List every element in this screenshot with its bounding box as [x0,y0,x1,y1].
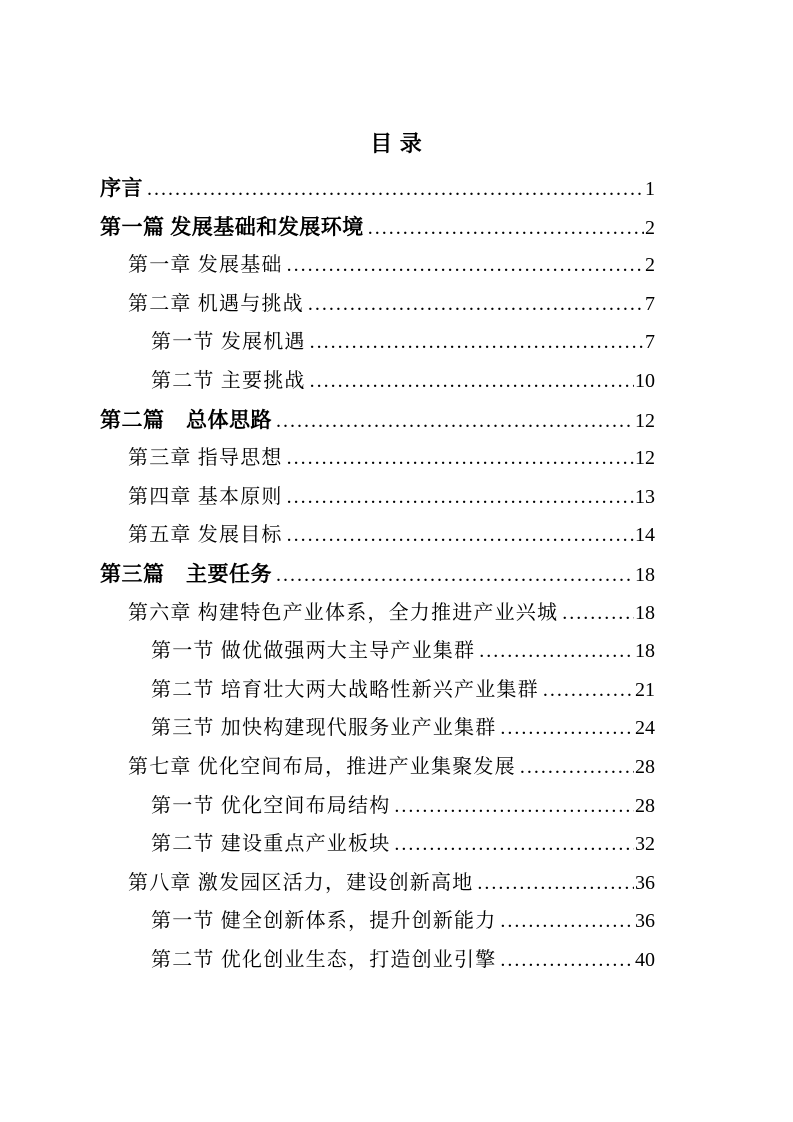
toc-entry-page-number: 21 [635,678,655,701]
toc-entry[interactable] [100,902,655,941]
toc-entry-page-number: 13 [635,485,655,508]
toc-entry-label: 第六章 构建特色产业体系，全力推进产业兴城 [128,601,559,624]
leader-dots [310,323,644,362]
toc-entry-page-number: 18 [635,601,655,624]
toc-entry-label: 第三节 加快构建现代服务业产业集群 [151,717,497,740]
toc-entry[interactable] [100,864,655,903]
leader-dots [543,671,634,710]
leader-dots [477,864,634,903]
toc-entry-label: 第七章 优化空间布局，推进产业集聚发展 [128,755,516,778]
leader-dots [394,825,634,864]
toc-entry-label: 第二节 建设重点产业板块 [151,833,391,856]
toc-entry-label: 第一章 发展基础 [128,254,283,277]
toc-entry-page-number: 32 [635,833,655,856]
toc-entry-label: 第二节 优化创业生态，打造创业引擎 [151,948,497,971]
toc-entry-page-number: 12 [635,447,655,470]
toc-entry-label: 第四章 基本原则 [128,485,283,508]
toc-entry[interactable] [100,709,655,748]
leader-dots [500,709,634,748]
leader-dots [287,439,634,478]
toc-entry[interactable] [100,169,655,208]
toc-entry-label: 第二节 主要挑战 [151,369,306,392]
toc-entry[interactable] [100,632,655,671]
leader-dots [287,516,634,555]
toc-entry-label: 第三篇 主要任务 [100,561,272,586]
toc-entry-page-number: 7 [645,292,655,315]
page-title: 目 录 [370,131,423,156]
toc-entry[interactable] [100,285,655,324]
leader-dots [308,285,644,324]
toc-list [100,169,655,979]
toc-entry-label: 第一节 发展机遇 [151,331,306,354]
toc-entry-page-number: 2 [645,254,655,277]
leader-dots [287,246,644,285]
toc-entry[interactable] [100,825,655,864]
leader-dots [147,170,644,209]
toc-entry[interactable] [100,671,655,710]
toc-entry-page-number: 12 [635,409,655,432]
toc-entry-page-number: 28 [635,794,655,817]
toc-entry-page-number: 36 [635,910,655,933]
toc-entry-page-number: 40 [635,948,655,971]
toc-entry[interactable] [100,246,655,285]
toc-entry[interactable] [100,594,655,633]
leader-dots [287,478,634,517]
toc-entry-page-number: 28 [635,755,655,778]
toc-entry-page-number: 14 [635,524,655,547]
toc-entry-page-number: 7 [645,331,655,354]
leader-dots [520,748,634,787]
toc-entry[interactable] [100,516,655,555]
toc-entry-label: 第一节 优化空间布局结构 [151,794,391,817]
leader-dots [500,902,634,941]
toc-entry-page-number: 18 [635,563,655,586]
leader-dots [562,594,634,633]
toc-entry[interactable] [100,478,655,517]
toc-entry[interactable] [100,439,655,478]
toc-entry-label: 第八章 激发园区活力，建设创新高地 [128,871,474,894]
toc-entry-label: 第一节 健全创新体系，提升创新能力 [151,910,497,933]
toc-entry-page-number: 24 [635,717,655,740]
toc-entry[interactable] [100,401,655,440]
toc-entry-page-number: 36 [635,871,655,894]
leader-dots [394,787,634,826]
toc-entry-page-number: 1 [645,178,655,200]
toc-entry-label: 第一篇 发展基础和发展环境 [100,214,364,239]
toc-entry[interactable] [100,323,655,362]
toc-entry-page-number: 18 [635,640,655,663]
toc-entry[interactable] [100,362,655,401]
toc-entry-label: 第一节 做优做强两大主导产业集群 [151,640,476,663]
toc-entry-label: 第二章 机遇与挑战 [128,292,304,315]
leader-dots [500,941,634,980]
toc-entry-label: 第五章 发展目标 [128,524,283,547]
toc-entry-label: 序言 [100,176,143,200]
toc-entry-label: 第二节 培育壮大两大战略性新兴产业集群 [151,678,539,701]
toc-entry[interactable] [100,941,655,980]
toc-entry[interactable] [100,555,655,594]
toc-entry-page-number: 10 [635,369,655,392]
toc-entry[interactable] [100,208,655,247]
leader-dots [276,402,634,441]
toc-entry[interactable] [100,748,655,787]
toc-entry-page-number: 2 [645,216,655,239]
leader-dots [310,362,634,401]
toc-entry[interactable] [100,787,655,826]
leader-dots [479,632,634,671]
leader-dots [368,209,644,248]
toc-entry-label: 第三章 指导思想 [128,447,283,470]
leader-dots [276,556,634,595]
toc-entry-label: 第二篇 总体思路 [100,407,272,432]
